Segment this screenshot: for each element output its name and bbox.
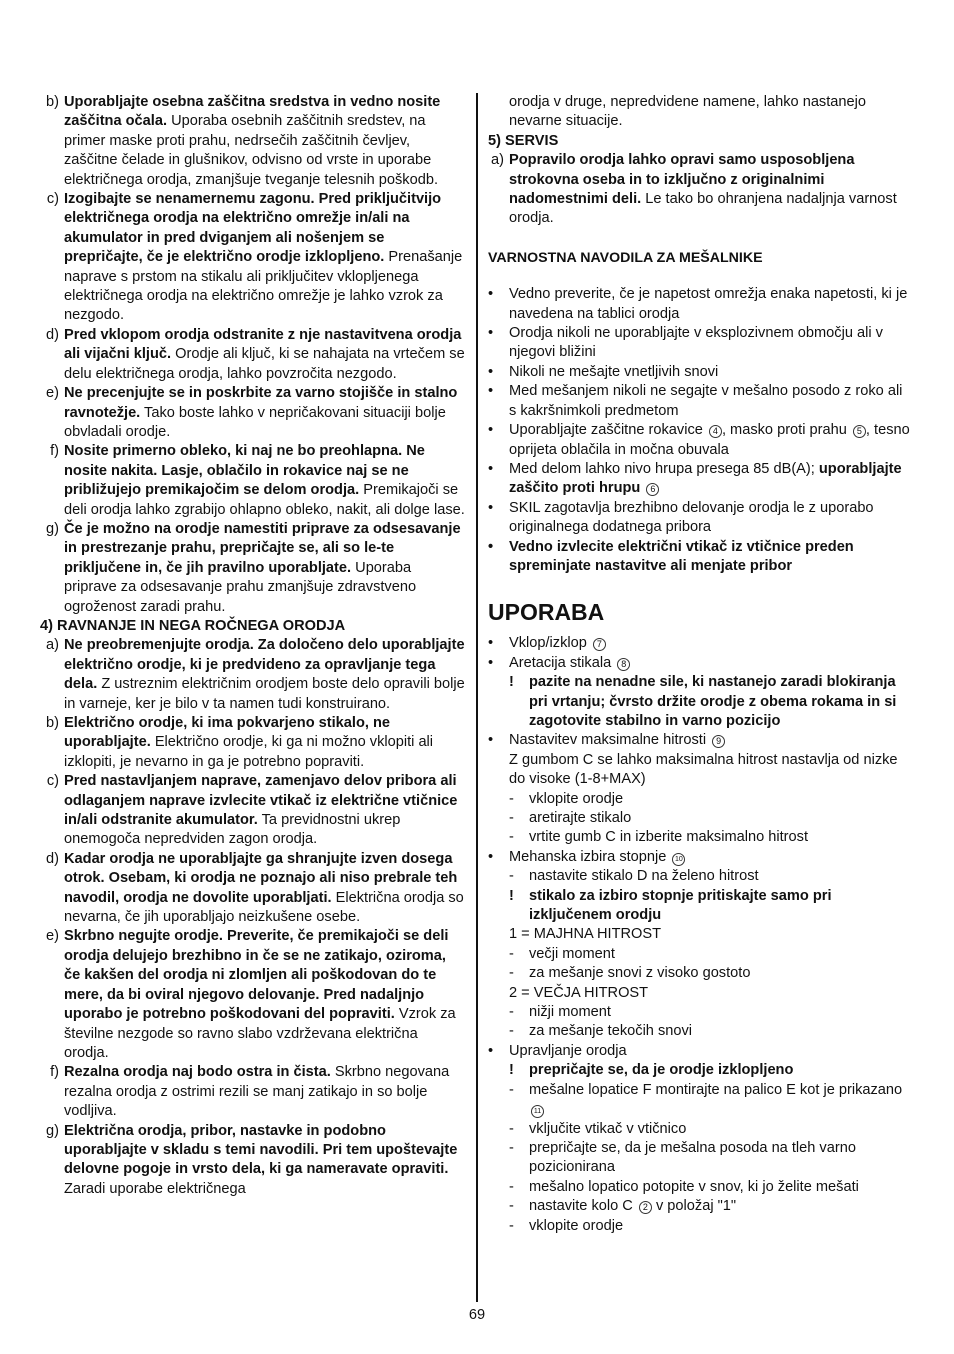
uporaba-item: • Nastavitev maksimalne hitrosti 9 (488, 731, 910, 750)
dash-icon: - (509, 1178, 514, 1195)
safety-item: • SKIL zagotavlja brezhibno delovanje orodja le z uporabo originalnega dodatnega pribora (488, 499, 910, 538)
rule-item (40, 1122, 466, 1200)
item-text: Tako boste lahko v nepričakovani situaciji bolje obvladali orodje. (64, 404, 446, 440)
bullet-icon: • (488, 732, 494, 749)
item-bold: Ne precenjujte se in poskrbite za varno stojišče in stalno ravnotežje. (64, 385, 458, 421)
safety-item: • Orodja nikoli ne uporabljajte v eksplozivnem območju ali v njegovi bližini (488, 324, 910, 363)
bullet-icon: • (488, 286, 494, 303)
rule-item (40, 442, 466, 520)
item-bold: Izogibajte se nenamernemu zagonu. Pred priključitvijo električnega orodja na električno omrežje in/ali na akumulator in pred dviganjem ali nošenjem se prepričajte, če je električno orodje izklopljeno. (64, 191, 442, 266)
figure-ref-icon: 8 (617, 658, 630, 671)
step: - mešalne lopatice F montirajte na palico E kot je prikazano 11 (509, 1081, 910, 1120)
rule-item (40, 850, 466, 928)
rule-item (40, 1063, 466, 1121)
safety-item: • Vedno preverite, če je napetost omrežja enaka napetosti, ki je navedena na tablici orodja (488, 285, 910, 324)
safety-item: • Vedno izvlecite električni vtikač iz vtičnice preden spreminjate nastavitve ali menjate pribor (488, 538, 910, 577)
step: - vklopite orodje (509, 790, 910, 809)
dash-icon: - (509, 1023, 514, 1040)
item-bold: Električno orodje, ki ima pokvarjeno stikalo, ne uporabljajte. (64, 715, 391, 751)
uporaba-item: • Vklop/izklop 7 (488, 634, 910, 653)
rule-item (40, 636, 466, 714)
figure-ref-icon: 7 (593, 638, 606, 651)
item-bold: Popravilo orodja lahko opravi samo usposobljena strokovna oseba in to izključno z originalnimi nadomestnimi deli. (509, 152, 855, 208)
item-label: d) (46, 850, 59, 867)
safety-item: • Med delom lahko nivo hrupa presega 85 dB(A); uporabljajte zaščito proti hrupu 6 (488, 460, 910, 499)
uporaba-heading: UPORABA (488, 599, 605, 626)
step: - nastavite kolo C 2 v položaj "1" (509, 1197, 910, 1216)
item-bold: Uporabljajte osebna zaščitna sredstva in vedno nosite zaščitna očala. (64, 94, 441, 130)
uporaba-item: • Mehanska izbira stopnje 10 (488, 848, 910, 867)
dash-icon: - (509, 1198, 514, 1215)
uporaba-item: • Upravljanje orodja (488, 1042, 910, 1061)
dash-icon: - (509, 945, 514, 962)
rule-item (40, 714, 466, 772)
warning-icon: ! (509, 674, 514, 691)
item-text: Uporaba priprave za odsesavanje prahu zmanjšuje zdravstveno ogroženost zaradi prahu. (64, 559, 417, 615)
section-servis: 5) SERVIS (488, 132, 559, 149)
item-bold: Če je možno na orodje namestiti priprave za odsesavanje in prestrezanje prahu, prepričajte se, ali so le-te priključene in, če jih pravilno uporabljate. (64, 520, 461, 576)
servis-item-a (488, 151, 910, 229)
warning-icon: ! (509, 1062, 514, 1079)
uporaba-list (488, 634, 910, 1236)
rule-item (40, 520, 466, 617)
bullet-icon: • (488, 422, 494, 439)
item-label: f) (50, 443, 59, 460)
item-text: Zaradi uporabe električnega (64, 1180, 246, 1197)
safety-item: • Uporabljajte zaščitne rokavice 4 , masko proti prahu 5 , tesno oprijeta oblačila in močna obuvala (488, 421, 910, 460)
column-divider (476, 93, 478, 1302)
warning-icon: ! (509, 887, 514, 904)
item-bold: Skrbno negujte orodje. Preverite, če premikajoči se deli orodja delujejo brezhibno in če se ne zatikajo, oziroma, če kakšen del orodja ni zlomljen ali poškodovan do te mere, da bi oviral njegovo delovanje. Pred nadaljnjo uporabo je potrebno poškodovani del popraviti. (64, 928, 449, 1023)
figure-ref-icon: 4 (709, 425, 722, 438)
item-text: Premikajoči se deli orodja lahko zgrabijo ohlapno obleko, nakit, ali dolge lase. (64, 482, 465, 518)
item-label: g) (46, 1122, 59, 1139)
uporaba-item: • Aretacija stikala 8 (488, 654, 910, 673)
item-bold: Kadar orodja ne uporabljajte ga shranjujte izven dosega otrok. Osebam, ki orodja ne poznajo ali niso prebrale teh navodil, orodja ne dovolite uporabljati. (64, 850, 458, 906)
figure-ref-icon: 2 (639, 1201, 652, 1214)
bullet-icon: • (488, 848, 494, 865)
bullet-icon: • (488, 383, 494, 400)
item-text: Skrbno negovana rezalna orodja z ostrimi rezili se manj zatikajo in so bolje vodljiva. (64, 1064, 450, 1120)
item-bold: Ne preobremenjujte orodja. Za določeno delo uporabljajte električno orodje, ki je predvideno za opravljanje tega dela. (64, 637, 465, 693)
item-bold: Rezalna orodja naj bodo ostra in čista. (64, 1064, 331, 1081)
step: - vključite vtikač v vtičnico (509, 1120, 910, 1139)
figure-ref-icon: 5 (853, 425, 866, 438)
figure-ref-icon: 11 (531, 1105, 544, 1118)
rule-item (40, 384, 466, 442)
item-label: c) (46, 191, 59, 208)
item-text: Vzrok za številne nezgode so ravno slabo vzdrževana električna orodja. (64, 1006, 456, 1061)
bullet-icon: • (488, 538, 494, 555)
dash-icon: - (509, 868, 514, 885)
item-label: e) (46, 385, 59, 402)
item-text: Le tako bo ohranjena nadaljnja varnost orodja. (509, 191, 897, 227)
speed-label: 2 = VEČJA HITROST (509, 984, 649, 1001)
page-number: 69 (468, 1307, 486, 1323)
item-bold: Pred nastavljanjem naprave, zamenjavo delov pribora ali odlaganjem naprave izvlecite vtikač iz električne vtičnice in/ali odstranite akumulator. (64, 773, 458, 829)
item-text: Prenašanje naprave s prstom na stikalu ali priključitev vklopljenega električnega orodja na električno omrežje je lahko vzrok za nezgodo. (64, 249, 463, 324)
safety-item: • Med mešanjem nikoli ne segajte v mešalno posodo z roko ali s kakršnimkoli predmetom (488, 382, 910, 421)
dash-icon: - (509, 965, 514, 982)
item-label: d) (46, 326, 59, 343)
bullet-icon: • (488, 325, 494, 342)
item-text: Uporaba osebnih zaščitnih sredstev, na primer maske proti prahu, nedrsečih zaščitnih čevljev, zaščitne čelade in glušnikov, odvisno od vrste in uporabe električnega orodja, zmanjšuje tveganje telesnih poškodb. (64, 113, 438, 188)
dash-icon: - (509, 1120, 514, 1137)
rule-item (40, 190, 466, 326)
warning-note: ! stikalo za izbiro stopnje pritiskajte samo pri izključenem orodju (509, 887, 910, 926)
item-label: g) (46, 520, 59, 537)
step: - prepričajte se, da je mešalna posoda na tleh varno pozicionirana (509, 1139, 910, 1178)
speed-label: 1 = MAJHNA HITROST (509, 926, 662, 943)
dash-icon: - (509, 1217, 514, 1234)
section-heading: 4) RAVNANJE IN NEGA ROČNEGA ORODJA (40, 617, 346, 634)
rule-item (40, 927, 466, 1063)
step: - mešalno lopatico potopite v snov, ki jo želite mešati (509, 1178, 910, 1197)
safety-item: • Nikoli ne mešajte vnetljivih snovi (488, 363, 910, 382)
step: - aretirajte stikalo (509, 809, 910, 828)
bullet-icon: • (488, 499, 494, 516)
figure-ref-icon: 10 (672, 853, 685, 866)
figure-ref-icon: 9 (712, 735, 725, 748)
bullet-icon: • (488, 635, 494, 652)
bullet-icon: • (488, 363, 494, 380)
dash-icon: - (509, 1081, 514, 1098)
uporaba-text: Z gumbom C se lahko maksimalna hitrost nastavlja od nizke do visoke (1-8+MAX) (509, 751, 898, 788)
rule-item (40, 326, 466, 384)
rule-item (40, 772, 466, 850)
bullet-icon: • (488, 460, 494, 477)
step: - večji moment (509, 945, 910, 964)
figure-ref-icon: 6 (646, 483, 659, 496)
safety-list (488, 285, 910, 576)
item-text: Električna orodja so nevarna, če jih uporabljajo neizkušene osebe. (64, 889, 464, 926)
step: - nastavite stikalo D na želeno hitrost (509, 867, 910, 886)
item-label: c) (46, 773, 59, 790)
step: - za mešanje snovi z visoko gostoto (509, 964, 910, 983)
item-bold: Pred vklopom orodja odstranite z nje nastavitvena orodja ali vijačni ključ. (64, 326, 462, 363)
bullet-icon: • (488, 654, 494, 671)
dash-icon: - (509, 790, 514, 807)
item-text: Z ustreznim električnim orodjem boste delo opravili bolje in varneje, ker je bilo v ta namen tudi konstruirano. (64, 676, 465, 712)
warning-note: ! pazite na nenadne sile, ki nastanejo zaradi blokiranja pri vrtanju; čvrsto držite orodje z obema rokama in si zagotovite stabilno in varno pozicijo (509, 673, 910, 731)
safety-heading: VARNOSTNA NAVODILA ZA MEŠALNIKE (488, 249, 763, 266)
right-column (488, 93, 910, 1236)
bullet-icon: • (488, 1042, 494, 1059)
step: - vklopite orodje (509, 1217, 910, 1236)
item-label: b) (46, 715, 59, 731)
item-text: Električno orodje, ki ga ni možno vklopiti ali izklopiti, je nevarno in ga je potrebno popraviti. (64, 734, 434, 770)
item-label: f) (50, 1064, 59, 1081)
item-bold: Nosite primerno obleko, ki naj ne bo preohlapna. Ne nosite nakita. Lasje, oblačilo in rokavice naj se ne približujejo premikajočim se delom orodja. (64, 443, 425, 499)
item-bold: Električna orodja, pribor, nastavke in podobno uporabljajte v skladu s temi navodili. Pri tem upoštevajte delovne pogoje in vrsto dela, ki ga nameravate opraviti. (64, 1122, 458, 1178)
step: - nižji moment (509, 1003, 910, 1022)
dash-icon: - (509, 1139, 514, 1156)
step: - vrtite gumb C in izberite maksimalno hitrost (509, 828, 910, 847)
item-label: e) (46, 928, 59, 945)
item-label: a) (46, 637, 59, 654)
rule-item (40, 93, 466, 190)
step: - za mešanje tekočih snovi (509, 1022, 910, 1041)
item-label: a) (491, 152, 504, 169)
continued-text: orodja v druge, nepredvidene namene, lahko nastanejo nevarne situacije. (509, 94, 866, 130)
item-text: Orodje ali ključ, ki se nahajata na vrtečem se delu električnega orodja, lahko povzročita nezgodo. (64, 346, 465, 382)
left-column (40, 93, 466, 1199)
item-text: Ta previdnostni ukrep onemogoča nepredviden zagon orodja. (64, 812, 401, 848)
dash-icon: - (509, 1004, 514, 1021)
warning-note: ! prepričajte se, da je orodje izklopljeno (509, 1061, 910, 1080)
dash-icon: - (509, 810, 514, 826)
item-label: b) (46, 94, 59, 110)
dash-icon: - (509, 829, 514, 846)
